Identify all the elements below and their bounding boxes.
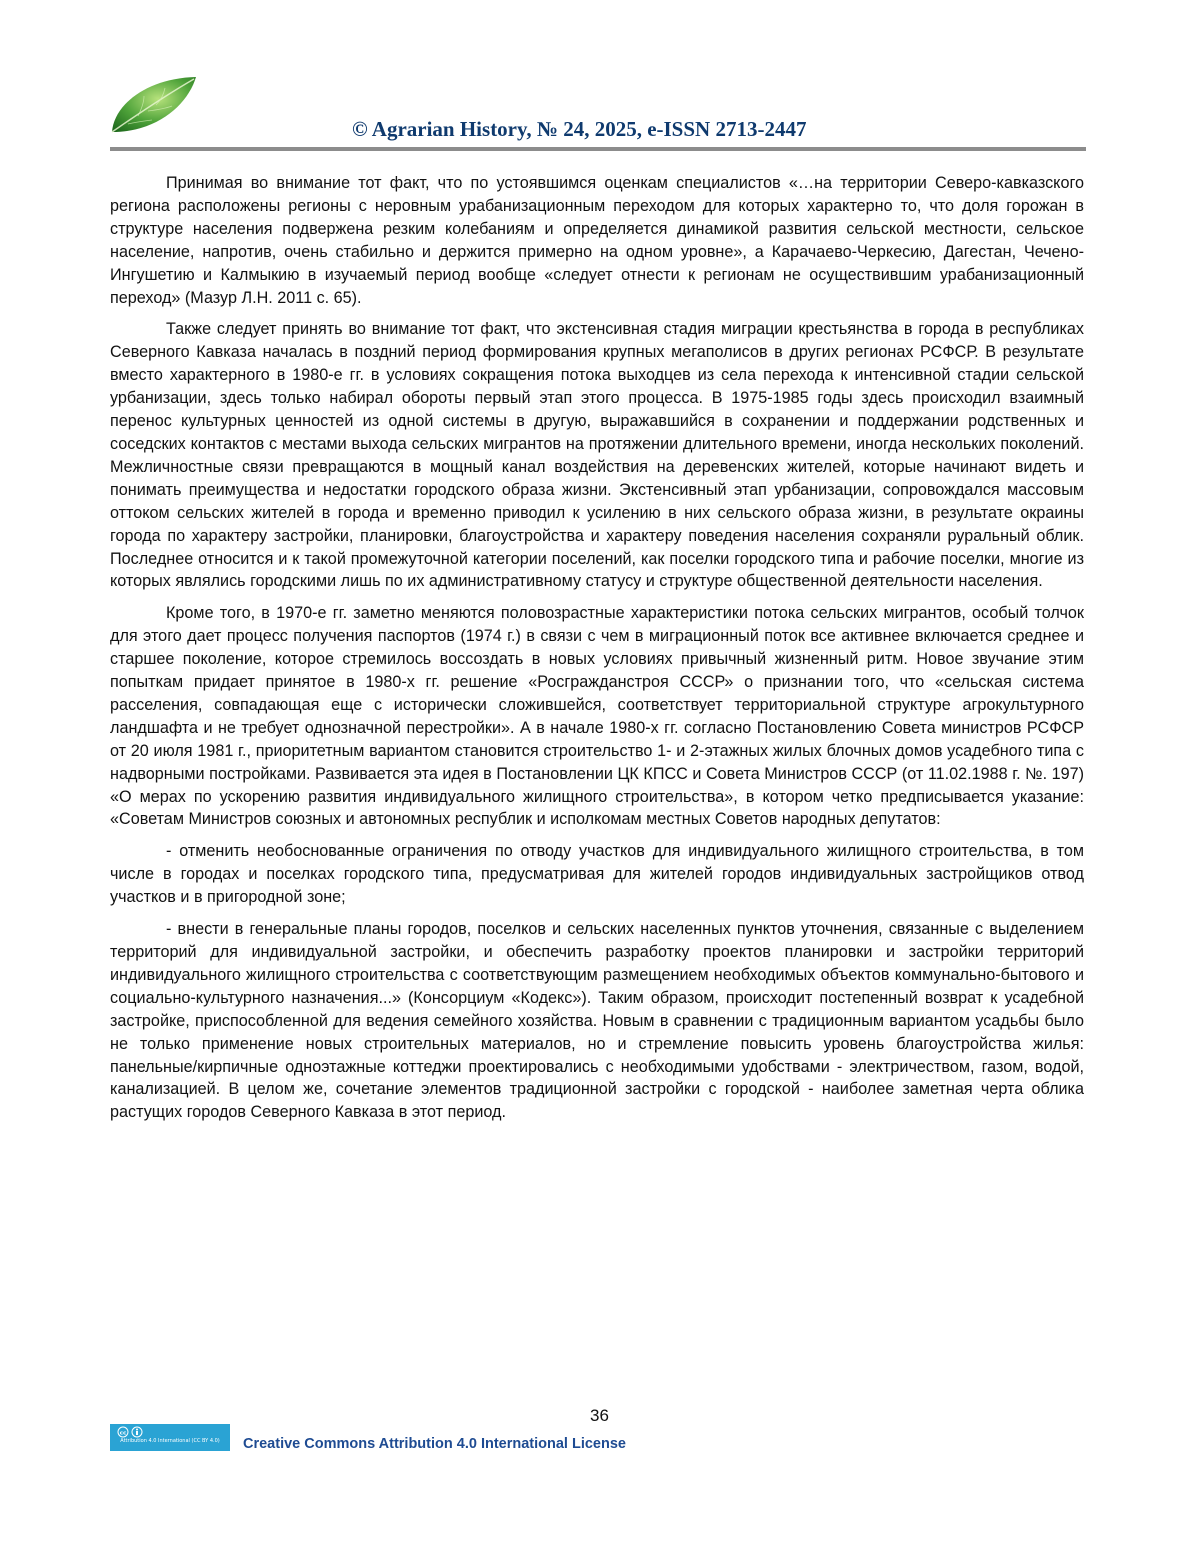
article-body xyxy=(110,172,1084,1133)
svg-text:cc: cc xyxy=(119,1430,127,1437)
leaf-icon xyxy=(108,74,200,136)
header-divider xyxy=(110,147,1086,151)
cc-badge-text: Attribution 4.0 International (CC BY 4.0) xyxy=(120,1438,220,1444)
journal-header-title: © Agrarian History, № 24, 2025, e-ISSN 2713-2447 xyxy=(352,117,807,141)
body-paragraph: - внести в генеральные планы городов, поселков и сельских населенных пунктов уточнения, связанные с выделением территорий для индивидуальной застройки, и обеспечить разработку проектов планировки и застройки территорий индивидуального жилищного строительства с соответствующим размещением необходимых объектов коммунально-бытового и социально-культурного назначения...» (Консорциум «Кодекс»). Таким образом, происходит постепенный возврат к усадебной застройке, приспособленной для ведения семейного хозяйства. Новым в сравнении с традиционным вариантом усадьбы было не только применение новых строительных материалов, но и стремление повысить уровень благоустройства жилья: панельные/кирпичные одноэтажные коттеджи проектировались с необходимыми удобствами - электричеством, газом, водой, канализацией. В целом же, сочетание элементов традиционной застройки с городской - наиболее заметная черта облика растущих городов Северного Кавказа в этот период. xyxy=(110,920,1084,1122)
body-paragraph: - отменить необоснованные ограничения по отводу участков для индивидуального жилищного строительства, в том числе в городах и поселках городского типа, предусматривая для жителей городов индивидуальных застройщиков отвод участков и в пригородной зоне; xyxy=(110,842,1084,907)
body-paragraph: Также следует принять во внимание тот факт, что экстенсивная стадия миграции крестьянства в города в республиках Северного Кавказа началась в поздний период формирования крупных мегаполисов в других регионах РСФСР. В результате вместо характерного в 1980-е гг. в условиях сокращения потока выходцев из села перехода к интенсивной стадии сельской урбанизации, здесь только набирал обороты первый этап этого процесса. В 1975-1985 годы здесь происходил взаимный перенос культурных ценностей из одной системы в другую, выражавшийся в сохранении и поддержании родственных и соседских контактов с местами выхода сельских мигрантов на протяжении длительного времени, иногда нескольких поколений. Межличностные связи превращаются в мощный канал воздействия на деревенских жителей, которые начинают видеть и понимать преимущества и недостатки городского образа жизни. Экстенсивный этап урбанизации, сопровождался массовым оттоком сельских жителей в города и временно приводил к усилению в них сельского образа жизни, в результате окраины города по характеру застройки, планировки, благоустройства и характеру поведения населения сохраняли руральный облик. Последнее относится и к такой промежуточной категории поселений, как поселки городского типа и рабочие поселки, многие из которых являлись городскими лишь по их административному статусу и структуре общественной деятельности населения. xyxy=(110,320,1084,591)
cc-license-badge[interactable] xyxy=(110,1424,230,1451)
body-paragraph: Кроме того, в 1970-е гг. заметно меняются половозрастные характеристики потока сельских мигрантов, особый толчок для этого дает процесс получения паспортов (1974 г.) в связи с чем в миграционный поток все активнее включается среднее и старшее поколение, которое стремилось воссоздать в новых условиях привычный жизненный ритм. Новое звучание этим попыткам придает принятое в 1980-х гг. решение «Росгражданстроя СССР» о признании того, что «сельская система расселения, совпадающая еще с исторически сложившейся, соответствует территориальной структуре агрокультурного ландшафта и не требует однозначной перестройки». А в начале 1980-х гг. согласно Постановлению Совета министров РСФСР от 20 июля 1981 г., приоритетным вариантом становится строительство 1- и 2-этажных жилых блочных домов усадебного типа с надворными постройками. Развивается эта идея в Постановлении ЦК КПСС и Совета Министров СССР (от 11.02.1988 г. №. 197) «О мерах по ускорению развития индивидуального жилищного строительства», в котором четко предписывается указание: «Советам Министров союзных и автономных республик и исполкомам местных Советов народных депутатов: xyxy=(110,604,1084,829)
page-number: 36 xyxy=(590,1406,609,1425)
license-link[interactable]: Creative Commons Attribution 4.0 International License xyxy=(243,1436,626,1452)
cc-by-icon xyxy=(110,1426,150,1438)
body-paragraph: Принимая во внимание тот факт, что по устоявшимся оценкам специалистов «…на территории Северо-кавказского региона расположены регионы с неровным урабанизационным переходом для которых характерно то, что доля горожан в структуре населения подвержена резким колебаниям и определяется динамикой развития сельской местности, сельское население, напротив, очень стабильно и держится примерно на одном уровне», а Карачаево-Черкесию, Дагестан, Чечено-Ингушетию и Калмыкию в изучаемый период вообще «следует отнести к регионам не осуществившим урабанизационный переход» (Мазур Л.Н. 2011 с. 65). xyxy=(110,174,1084,307)
